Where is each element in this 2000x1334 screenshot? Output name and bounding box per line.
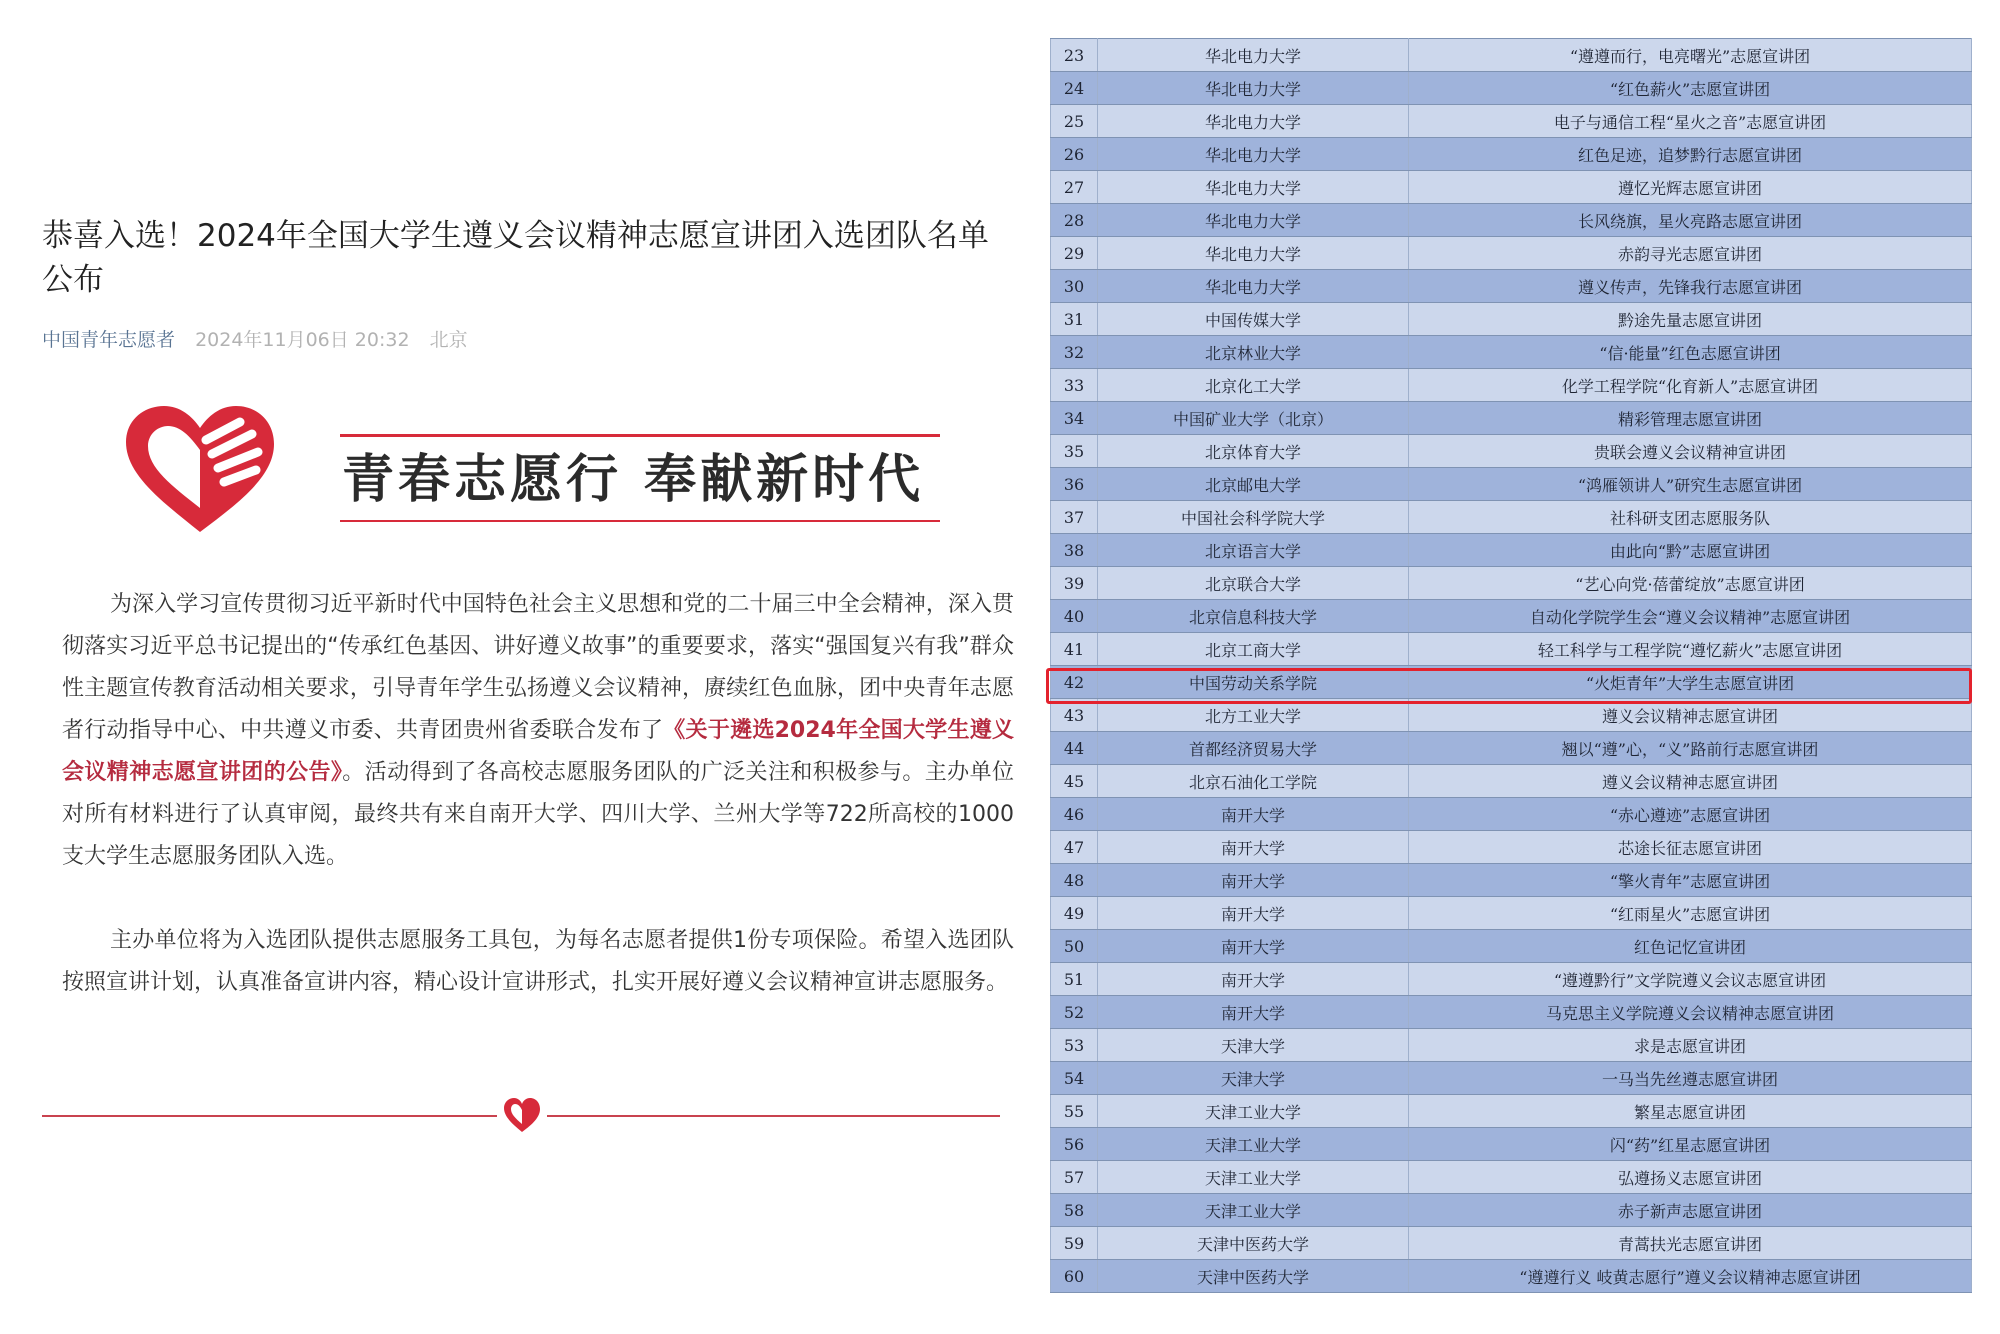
table-row	[1051, 501, 1972, 534]
table-row	[1051, 765, 1972, 798]
article-source-link[interactable]: 中国青年志愿者	[42, 329, 176, 351]
table-row	[1051, 699, 1972, 732]
row-number: 38	[1051, 534, 1098, 567]
table-row	[1051, 1227, 1972, 1260]
article-meta	[42, 325, 468, 352]
article-location: 北京	[429, 329, 468, 351]
row-school: 华北电力大学	[1098, 105, 1409, 138]
table-row	[1051, 171, 1972, 204]
row-team: 化学工程学院“化育新人”志愿宣讲团	[1409, 369, 1972, 402]
banner-slogan: 青春志愿行 奉献新时代	[342, 449, 925, 510]
team-list-body	[1051, 39, 1972, 1293]
row-school: 华北电力大学	[1098, 171, 1409, 204]
row-number: 25	[1051, 105, 1098, 138]
row-number: 58	[1051, 1194, 1098, 1227]
row-school: 北京林业大学	[1098, 336, 1409, 369]
row-team: 红色记忆宣讲团	[1409, 930, 1972, 963]
row-school: 南开大学	[1098, 798, 1409, 831]
table-row	[1051, 633, 1972, 666]
article-datetime: 2024年11月06日 20:32	[195, 329, 410, 351]
paragraph-1-text-end: 。活动得到了各高校志愿服务团队的广泛关注和积极参与。主办单位对所有材料进行了认真审阅，最终共有来自南开大学、四川大学、兰州大学等722所高校的1000支大学生志愿服务团队入选。	[62, 760, 1014, 869]
divider-line-left	[42, 1115, 497, 1117]
row-team: “艺心向党·蓓蕾绽放”志愿宣讲团	[1409, 567, 1972, 600]
row-school: 北京联合大学	[1098, 567, 1409, 600]
row-number: 54	[1051, 1062, 1098, 1095]
table-row	[1051, 468, 1972, 501]
row-team: 繁星志愿宣讲团	[1409, 1095, 1972, 1128]
table-row	[1051, 897, 1972, 930]
row-team: 社科研支团志愿服务队	[1409, 501, 1972, 534]
table-row	[1051, 270, 1972, 303]
row-number: 57	[1051, 1161, 1098, 1194]
table-row	[1051, 204, 1972, 237]
row-team: 赤韵寻光志愿宣讲团	[1409, 237, 1972, 270]
row-school: 北京工商大学	[1098, 633, 1409, 666]
row-number: 47	[1051, 831, 1098, 864]
row-number: 29	[1051, 237, 1098, 270]
table-row	[1051, 138, 1972, 171]
table-row	[1051, 534, 1972, 567]
table-row	[1051, 930, 1972, 963]
volunteer-banner	[120, 392, 960, 542]
table-row	[1051, 39, 1972, 72]
row-team: “遵遵而行，电亮曙光”志愿宣讲团	[1409, 39, 1972, 72]
row-school: 天津大学	[1098, 1062, 1409, 1095]
row-team: “遵遵黔行”文学院遵义会议志愿宣讲团	[1409, 963, 1972, 996]
row-school: 华北电力大学	[1098, 138, 1409, 171]
row-team: 翘以“遵”心，“义”路前行志愿宣讲团	[1409, 732, 1972, 765]
row-number: 50	[1051, 930, 1098, 963]
row-team: 轻工科学与工程学院“遵忆薪火”志愿宣讲团	[1409, 633, 1972, 666]
small-heart-icon	[502, 1096, 542, 1136]
row-number: 55	[1051, 1095, 1098, 1128]
row-number: 36	[1051, 468, 1098, 501]
row-team: 遵义会议精神志愿宣讲团	[1409, 699, 1972, 732]
row-team: 芯途长征志愿宣讲团	[1409, 831, 1972, 864]
table-row	[1051, 600, 1972, 633]
row-number: 33	[1051, 369, 1098, 402]
row-team: 黔途先量志愿宣讲团	[1409, 303, 1972, 336]
row-school: 华北电力大学	[1098, 237, 1409, 270]
row-team: 由此向“黔”志愿宣讲团	[1409, 534, 1972, 567]
row-team: “信·能量”红色志愿宣讲团	[1409, 336, 1972, 369]
row-team: 赤子新声志愿宣讲团	[1409, 1194, 1972, 1227]
banner-bottom-rule	[340, 520, 940, 522]
table-row	[1051, 1128, 1972, 1161]
article-title: 恭喜入选！2024年全国大学生遵义会议精神志愿宣讲团入选团队名单公布	[42, 218, 989, 298]
row-number: 24	[1051, 72, 1098, 105]
row-team: “遵遵行义 岐黄志愿行”遵义会议精神志愿宣讲团	[1409, 1260, 1972, 1293]
row-number: 60	[1051, 1260, 1098, 1293]
row-number: 46	[1051, 798, 1098, 831]
row-number: 52	[1051, 996, 1098, 1029]
row-team: 自动化学院学生会“遵义会议精神”志愿宣讲团	[1409, 600, 1972, 633]
row-school: 南开大学	[1098, 897, 1409, 930]
row-team: 长风绕旗，星火亮路志愿宣讲团	[1409, 204, 1972, 237]
row-number: 39	[1051, 567, 1098, 600]
row-school: 天津中医药大学	[1098, 1260, 1409, 1293]
table-row	[1051, 666, 1972, 699]
row-number: 42	[1051, 666, 1098, 699]
row-number: 34	[1051, 402, 1098, 435]
row-team: “鸿雁领讲人”研究生志愿宣讲团	[1409, 468, 1972, 501]
row-school: 华北电力大学	[1098, 72, 1409, 105]
row-team: “红色薪火”志愿宣讲团	[1409, 72, 1972, 105]
row-team: 一马当先丝遵志愿宣讲团	[1409, 1062, 1972, 1095]
row-team: 马克思主义学院遵义会议精神志愿宣讲团	[1409, 996, 1972, 1029]
row-number: 31	[1051, 303, 1098, 336]
row-number: 56	[1051, 1128, 1098, 1161]
row-team: 青蒿扶光志愿宣讲团	[1409, 1227, 1972, 1260]
row-school: 北京语言大学	[1098, 534, 1409, 567]
row-school: 北京化工大学	[1098, 369, 1409, 402]
row-number: 49	[1051, 897, 1098, 930]
row-number: 43	[1051, 699, 1098, 732]
section-divider	[42, 1090, 1000, 1140]
table-row	[1051, 1194, 1972, 1227]
table-row	[1051, 303, 1972, 336]
table-row	[1051, 1260, 1972, 1293]
row-school: 华北电力大学	[1098, 270, 1409, 303]
row-team: 遵义会议精神志愿宣讲团	[1409, 765, 1972, 798]
table-row	[1051, 567, 1972, 600]
table-row	[1051, 72, 1972, 105]
row-school: 天津中医药大学	[1098, 1227, 1409, 1260]
row-school: 天津大学	[1098, 1029, 1409, 1062]
row-school: 北京信息科技大学	[1098, 600, 1409, 633]
volunteer-heart-logo-icon	[120, 400, 280, 540]
row-number: 30	[1051, 270, 1098, 303]
table-row	[1051, 369, 1972, 402]
row-team: “火炬青年”大学生志愿宣讲团	[1409, 666, 1972, 699]
row-school: 中国矿业大学（北京）	[1098, 402, 1409, 435]
article-body	[62, 584, 1014, 1004]
row-team: 电子与通信工程“星火之音”志愿宣讲团	[1409, 105, 1972, 138]
table-row	[1051, 996, 1972, 1029]
row-team: “红雨星火”志愿宣讲团	[1409, 897, 1972, 930]
row-school: 南开大学	[1098, 864, 1409, 897]
row-number: 45	[1051, 765, 1098, 798]
row-school: 南开大学	[1098, 831, 1409, 864]
team-list-table	[1050, 38, 1972, 1293]
article-panel	[40, 0, 1014, 1334]
row-school: 南开大学	[1098, 930, 1409, 963]
table-row	[1051, 798, 1972, 831]
article-paragraph-1	[62, 584, 1014, 878]
row-number: 35	[1051, 435, 1098, 468]
row-school: 南开大学	[1098, 996, 1409, 1029]
row-number: 26	[1051, 138, 1098, 171]
table-row	[1051, 1062, 1972, 1095]
row-number: 37	[1051, 501, 1098, 534]
row-team: 红色足迹，追梦黔行志愿宣讲团	[1409, 138, 1972, 171]
row-school: 北方工业大学	[1098, 699, 1409, 732]
row-number: 23	[1051, 39, 1098, 72]
row-team: 求是志愿宣讲团	[1409, 1029, 1972, 1062]
table-row	[1051, 732, 1972, 765]
row-school: 天津工业大学	[1098, 1194, 1409, 1227]
row-school: 首都经济贸易大学	[1098, 732, 1409, 765]
table-row	[1051, 831, 1972, 864]
row-school: 中国劳动关系学院	[1098, 666, 1409, 699]
table-row	[1051, 336, 1972, 369]
table-row	[1051, 402, 1972, 435]
table-row	[1051, 864, 1972, 897]
row-school: 北京邮电大学	[1098, 468, 1409, 501]
row-team: “擎火青年”志愿宣讲团	[1409, 864, 1972, 897]
row-school: 南开大学	[1098, 963, 1409, 996]
row-number: 59	[1051, 1227, 1098, 1260]
row-number: 41	[1051, 633, 1098, 666]
row-team: 弘遵扬义志愿宣讲团	[1409, 1161, 1972, 1194]
row-team: “赤心遵迹”志愿宣讲团	[1409, 798, 1972, 831]
table-row	[1051, 435, 1972, 468]
article-paragraph-2: 主办单位将为入选团队提供志愿服务工具包，为每名志愿者提供1份专项保险。希望入选团队按照宣讲计划，认真准备宣讲内容，精心设计宣讲形式，扎实开展好遵义会议精神宣讲志愿服务。	[62, 928, 1014, 995]
table-row	[1051, 1095, 1972, 1128]
row-number: 32	[1051, 336, 1098, 369]
row-number: 27	[1051, 171, 1098, 204]
row-number: 51	[1051, 963, 1098, 996]
row-school: 中国社会科学院大学	[1098, 501, 1409, 534]
table-row	[1051, 105, 1972, 138]
row-school: 华北电力大学	[1098, 204, 1409, 237]
table-row	[1051, 237, 1972, 270]
row-number: 28	[1051, 204, 1098, 237]
row-team: 遵义传声，先锋我行志愿宣讲团	[1409, 270, 1972, 303]
team-list-table-panel	[1050, 38, 1970, 1318]
row-school: 天津工业大学	[1098, 1161, 1409, 1194]
announcement-link[interactable]: 《关于遴选2024年全国大学生遵义会议精神志愿宣讲团的公告》	[62, 718, 1014, 785]
table-row	[1051, 1029, 1972, 1062]
row-team: 精彩管理志愿宣讲团	[1409, 402, 1972, 435]
row-school: 中国传媒大学	[1098, 303, 1409, 336]
paragraph-1-text: 为深入学习宣传贯彻习近平新时代中国特色社会主义思想和党的二十届三中全会精神，深入贯彻落实习近平总书记提出的“传承红色基因、讲好遵义故事”的重要要求，落实“强国复兴有我”群众性主题宣传教育活动相关要求，引导青年学生弘扬遵义会议精神，赓续红色血脉，团中央青年志愿者行动指导中心、中共遵义市委、共青团贵州省委联合发布了	[62, 592, 1014, 743]
divider-line-right	[547, 1115, 1000, 1117]
table-row	[1051, 1161, 1972, 1194]
row-team: 闪“药”红星志愿宣讲团	[1409, 1128, 1972, 1161]
row-school: 天津工业大学	[1098, 1095, 1409, 1128]
row-team: 遵忆光辉志愿宣讲团	[1409, 171, 1972, 204]
row-number: 40	[1051, 600, 1098, 633]
row-school: 天津工业大学	[1098, 1128, 1409, 1161]
banner-top-rule	[340, 434, 940, 437]
row-number: 53	[1051, 1029, 1098, 1062]
row-school: 北京体育大学	[1098, 435, 1409, 468]
row-number: 48	[1051, 864, 1098, 897]
row-school: 华北电力大学	[1098, 39, 1409, 72]
row-number: 44	[1051, 732, 1098, 765]
row-team: 贵联会遵义会议精神宣讲团	[1409, 435, 1972, 468]
row-school: 北京石油化工学院	[1098, 765, 1409, 798]
table-row	[1051, 963, 1972, 996]
